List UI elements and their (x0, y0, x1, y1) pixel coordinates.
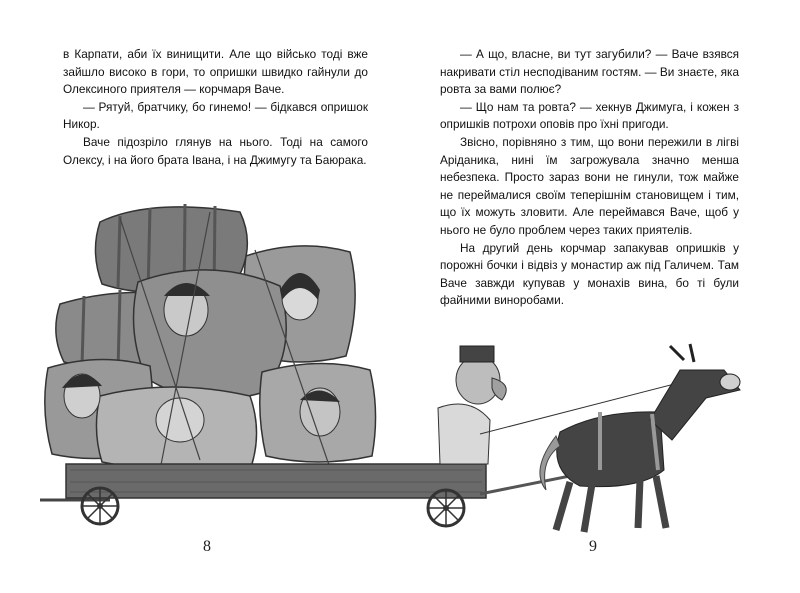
horse (540, 344, 740, 532)
left-paragraph-3: Ваче підозріло глянув на нього. Тоді на самого Олексу, і на його брата Івана, і на Джимугу та Баюрака. (63, 134, 368, 167)
right-paragraph-3: Звісно, порівняно з тим, що вони пережили в лігві Аріданика, нині їм загрожувала значно менша небезпека. Просто зараз вони не гинули, тож майже не переймалися своїм теперішнім становищем і тим, що їх можуть зловити. Але переймався Ваче, щоб у нього не було проблем через таких приятелів. (440, 134, 739, 237)
page-number-left: 8 (203, 538, 211, 555)
right-paragraph-1: — А що, власне, ви тут загубили? — Ваче взявся накривати стіл несподіваним гостям. — Ви знаєте, яка ровта за вами полює? (440, 47, 739, 97)
page-number-right: 9 (589, 538, 597, 555)
left-paragraph-1: в Карпати, аби їх винищити. Але що військо тоді вже зайшло високо в гори, то опришки швидко гайнули до Олексиного приятеля — корчмаря Ваче. (63, 47, 368, 97)
left-paragraph-2: — Рятуй, братчику, бо гинемо! — бідкався опришок Никор. (63, 99, 368, 132)
right-paragraph-4: На другий день корчмар запакував опришків у порожні бочки і відвіз у монастир аж під Галичем. Там Ваче завжди купував у монахів вина, бо ті були файними виноробами. (440, 240, 739, 308)
cart (40, 464, 600, 526)
right-paragraph-2: — Що нам та ровта? — хекнув Джимуга, і кожен з опришків потрохи оповів про їхні пригоди. (440, 99, 739, 132)
